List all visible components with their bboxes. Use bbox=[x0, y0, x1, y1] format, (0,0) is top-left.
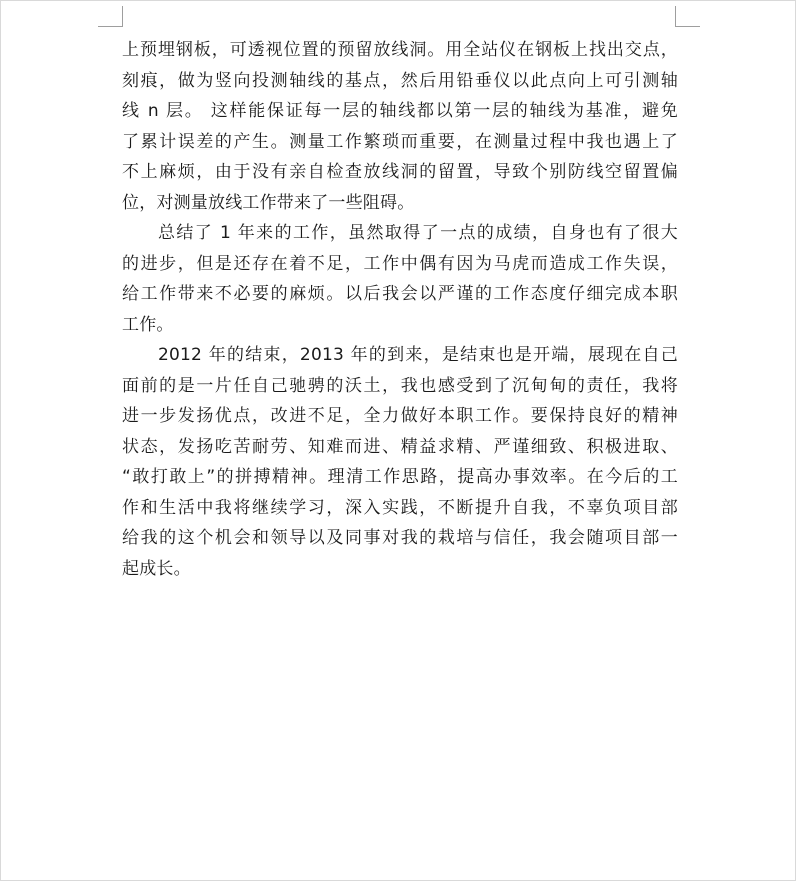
text-line: 线 n 层。 这样能保证每一层的轴线都以第一层的轴线为基准，避免 bbox=[122, 101, 678, 121]
margin-corner-mark-left bbox=[98, 6, 123, 27]
text-line: 上预埋钢板，可透视位置的预留放线洞。用全站仪在钢板上找出交点， bbox=[122, 40, 678, 60]
text-line: 起成长。 bbox=[122, 558, 191, 579]
paragraph-1 bbox=[122, 35, 678, 218]
text-line: 作和生活中我将继续学习，深入实践，不断提升自我，不辜负项目部 bbox=[122, 497, 678, 518]
text-line: 状态，发扬吃苦耐劳、知难而进、精益求精、严谨细致、积极进取、 bbox=[122, 436, 678, 457]
text-line: 面前的是一片任自己驰骋的沃土，我也感受到了沉甸甸的责任，我将 bbox=[122, 375, 678, 396]
text-line: 2012 年的结束，2013 年的到来，是结束也是开端，展现在自己 bbox=[158, 345, 678, 365]
text-line: 工作。 bbox=[122, 314, 174, 335]
text-line: 刻痕，做为竖向投测轴线的基点，然后用铅垂仪以此点向上可引测轴 bbox=[122, 70, 678, 91]
paragraph-3 bbox=[122, 340, 678, 584]
text-line: 给工作带来不必要的麻烦。以后我会以严谨的工作态度仔细完成本职 bbox=[122, 284, 678, 304]
text-line: 的进步，但是还存在着不足，工作中偶有因为马虎而造成工作失误， bbox=[122, 253, 678, 274]
text-line: 位，对测量放线工作带来了一些阻碍。 bbox=[122, 192, 415, 213]
text-line: 总结了 1 年来的工作，虽然取得了一点的成绩，自身也有了很大 bbox=[158, 223, 678, 243]
margin-corner-mark-right bbox=[675, 6, 700, 27]
text-line: 了累计误差的产生。测量工作繁琐而重要，在测量过程中我也遇上了 bbox=[122, 131, 678, 152]
text-line: “敢打敢上”的拼搏精神。理清工作思路，提高办事效率。在今后的工 bbox=[122, 467, 678, 487]
paragraph-2 bbox=[122, 218, 678, 340]
document-body[interactable] bbox=[122, 35, 678, 584]
text-line: 给我的这个机会和领导以及同事对我的栽培与信任，我会随项目部一 bbox=[122, 528, 678, 548]
text-line: 进一步发扬优点，改进不足，全力做好本职工作。要保持良好的精神 bbox=[122, 406, 678, 426]
text-line: 不上麻烦，由于没有亲自检查放线洞的留置，导致个别防线空留置偏 bbox=[122, 162, 678, 182]
